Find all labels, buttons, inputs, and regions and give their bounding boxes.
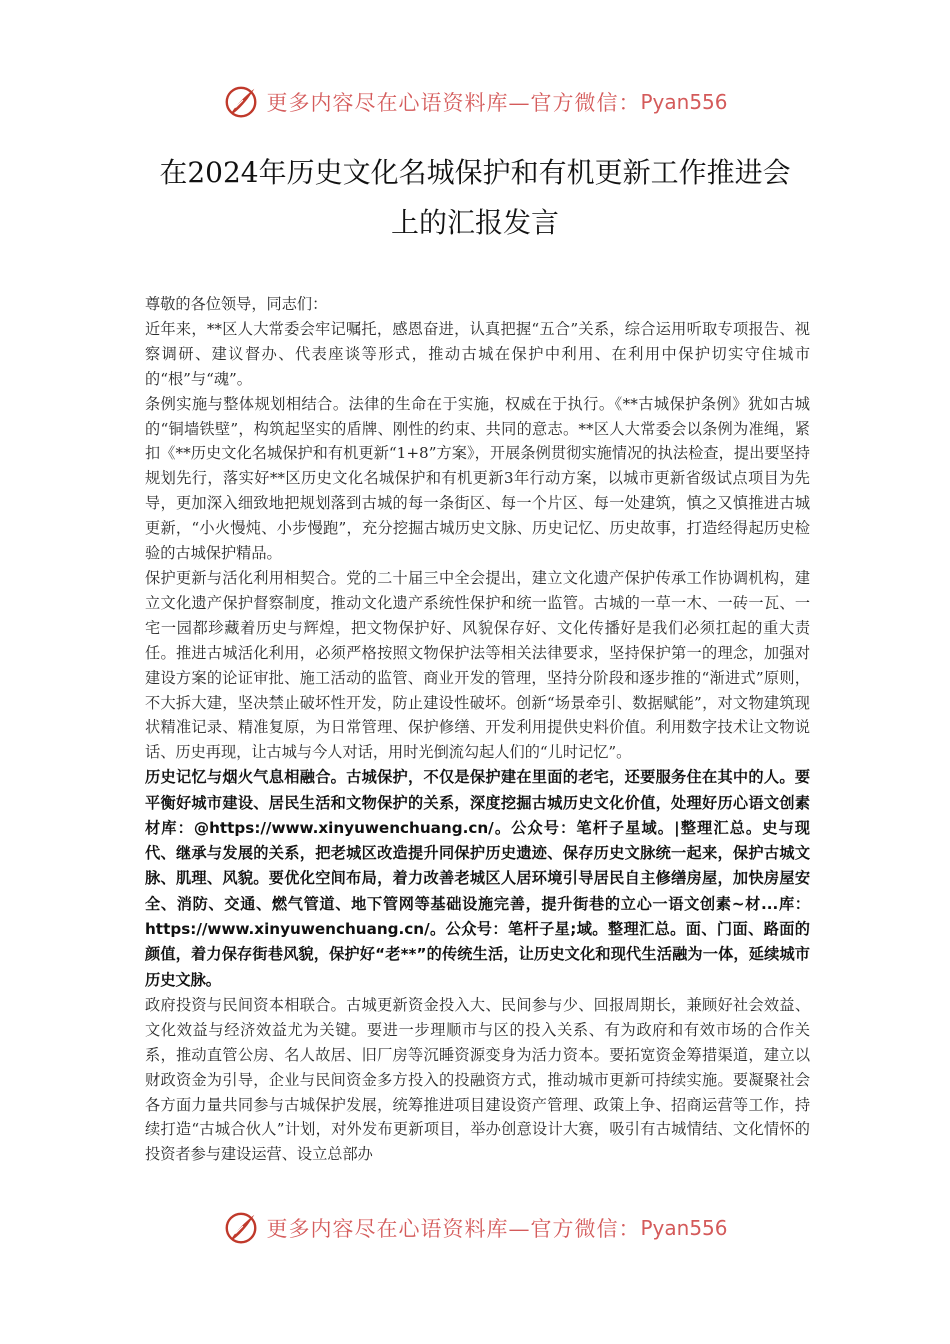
banner-wechat-id: Pyan556 [640, 90, 728, 114]
quill-logo-icon [222, 1209, 260, 1247]
paragraph-investment: 政府投资与民间资本相联合。古城更新资金投入大、民间参与少、回报周期长，兼顾好社会效益、文化效益与经济效益尤为关键。要进一步理顺市与区的投入关系、有为政府和有效市场的合作关系，推动直管公房、名人故居、旧厂房等沉睡资源变身为活力资本。要拓宽资金筹措渠道，建立以财政资金为引导，企业与民间资金多方投入的投融资方式，推动城市更新可持续实施。要凝聚社会各方面力量共同参与古城保护发展，统筹推进项目建设资产管理、政策上争、招商运营等工作，持续打造“古城合伙人”计划，对外发布更新项目，举办创意设计大赛，吸引有古城情结、文化情怀的投资者参与建设运营、设立总部办 [145, 995, 810, 1164]
banner-wechat-id: Pyan556 [640, 1216, 728, 1240]
title-line-2: 上的汇报发言 [390, 206, 559, 239]
paragraph-protection: 保护更新与活化利用相契合。党的二十届三中全会提出，建立文化遗产保护传承工作协调机构，建立文化遗产保护督察制度，推动文化遗产系统性保护和统一监管。古城的一草一木、一砖一瓦、一宅一园都珍藏着历史与辉煌，把文物保护好、风貌保存好、文化传播好是我们必须扛起的重大责任。推进古城活化利用，必须严格按照文物保护法等相关法律要求，坚持保护第一的理念，加强对建设方案的论证审批、施工活动的监管、商业开发的管理，坚持分阶段和逐步推的“渐进式”原则，不大拆大建，坚决禁止破坏性开发，防止建设性破坏。创新“场景牵引、数据赋能”，对文物建筑现状精准记录、精准复原，为日常管理、保护修缮、开发利用提供史料价值。利用数字技术让文物说话、历史再现，让古城与今人对话，用时光倒流勾起人们的“儿时记忆”。 [145, 568, 810, 762]
quill-logo-icon [222, 83, 260, 121]
paragraph-history-memory: 历史记忆与烟火气息相融合。古城保护，不仅是保护建在里面的老宅，还要服务住在其中的人。要平衡好城市建设、居民生活和文物保护的关系，深度挖掘古城历史文化价值，处理好历心语文创素材库：@https://www.xinyuwenchuang.cn/。公众号：笔杆子星域。|整理汇总。史与现代、继承与发展的关系，把老城区改造提升同保护历史遗迹、保存历史文脉统一起来，保护古城文脉、肌理、风貌。要优化空间布局，着力改善老城区人居环境引导居民自主修缮房屋，加快房屋安全、消防、交通、燃气管道、地下管网等基础设施完善，提升街巷的立心一语文创素~材...库：https://www.xinyuwenchuang.cn/。公众号：笔杆子星;域。整理汇总。面、门面、路面的颜值，着力保存街巷风貌，保护好“老**”的传统生活，让历史文化和现代生活融为一体，延续城市历史文脉。 [145, 768, 810, 989]
document-body [145, 292, 810, 1167]
document-title [130, 148, 820, 248]
paragraph-regulation: 条例实施与整体规划相结合。法律的生命在于实施，权威在于执行。《**古城保护条例》犹如古城的“铜墙铁壁”，构筑起坚实的盾牌、刚性的约束、共同的意志。**区人大常委会以条例为准绳，紧扣《**历史文化名城保护和有机更新“1+8”方案》，开展条例贯彻实施情况的执法检查，提出要坚持规划先行，落实好**区历史文化名城保护和有机更新3年行动方案，以城市更新省级试点项目为先导，更加深入细致地把规划落到古城的每一条街区、每一个片区、每一处建筑，慎之又慎推进古城更新，“小火慢炖、小步慢跑”，充分挖掘古城历史文脉、历史记忆、历史故事，打造经得起历史检验的古城保护精品。 [145, 394, 810, 563]
banner-text: 更多内容尽在心语资料库—官方微信： [266, 91, 641, 115]
footer-banner [0, 1206, 950, 1250]
banner-text: 更多内容尽在心语资料库—官方微信： [266, 1217, 641, 1241]
salutation: 尊敬的各位领导，同志们： [145, 295, 328, 313]
title-line-1: 在2024年历史文化名城保护和有机更新工作推进会 [159, 156, 791, 189]
header-banner [0, 80, 950, 124]
paragraph-intro: 近年来，**区人大常委会牢记嘱托，感恩奋进，认真把握“五合”关系，综合运用听取专项报告、视察调研、建议督办、代表座谈等形式，推动古城在保护中利用、在利用中保护切实守住城市的“根”与“魂”。 [145, 319, 810, 388]
